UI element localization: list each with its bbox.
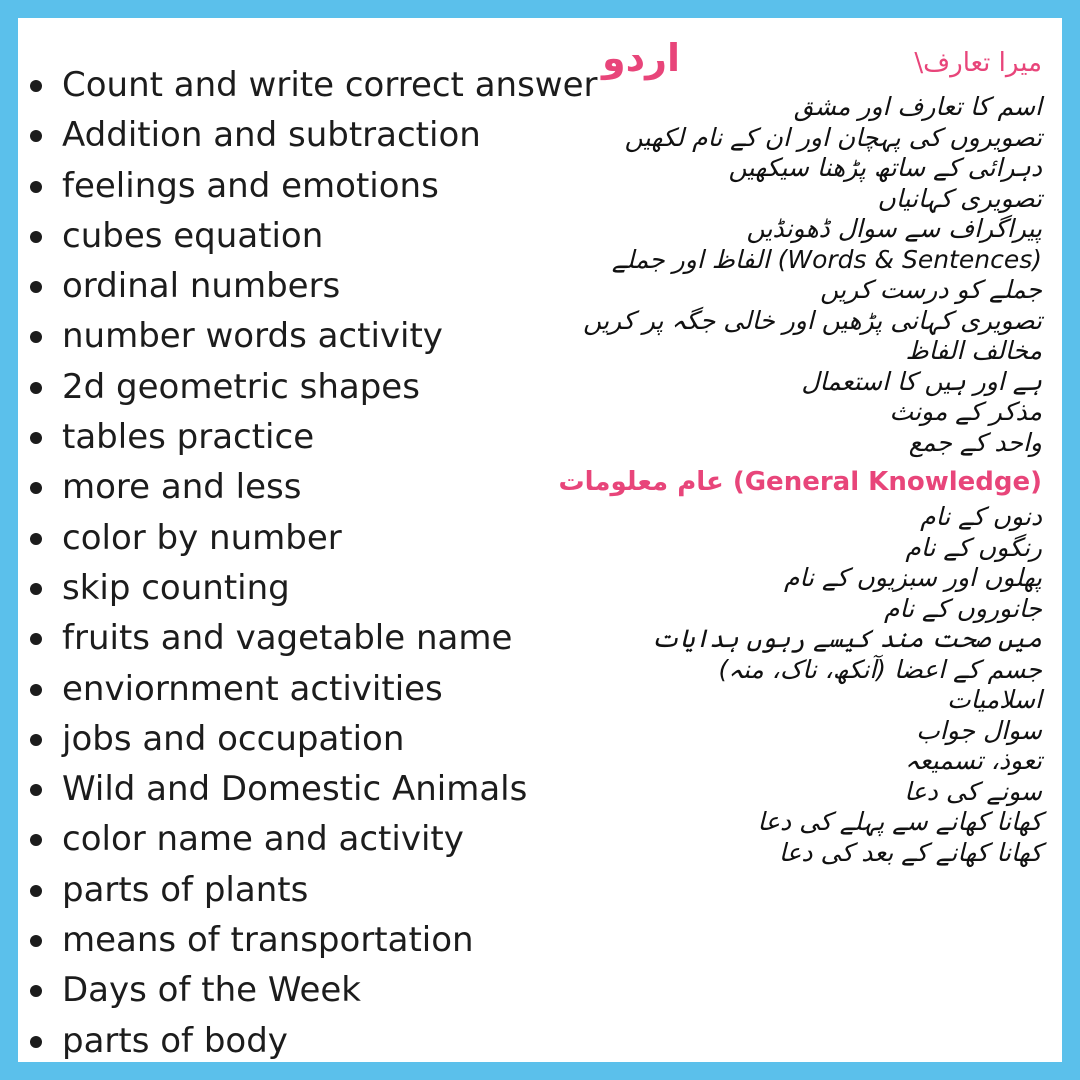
topic-label: feelings and emotions (62, 165, 439, 206)
general-knowledge-item: کھانا کھانے کے بعد کی دعا (778, 837, 1042, 867)
urdu-title: اردو (602, 36, 681, 80)
content-card (18, 18, 1062, 1062)
topic-label: tables practice (62, 417, 315, 458)
topic-label: enviornment activities (62, 668, 443, 709)
topic-label: skip counting (62, 567, 290, 608)
urdu-topic-list (572, 92, 1042, 458)
topic-label: Days of the Week (62, 970, 361, 1011)
urdu-topic-item: پیراگراف سے سوال ڈھونڈیں (746, 214, 1042, 243)
topic-label: Wild and Domestic Animals (62, 769, 528, 810)
topic-label: ordinal numbers (62, 266, 341, 307)
bullet-icon (30, 784, 42, 796)
topic-label: jobs and occupation (62, 718, 405, 759)
general-knowledge-item: دنوں کے نام (920, 502, 1042, 531)
topic-list-item (18, 462, 618, 512)
topic-list-item (18, 110, 618, 160)
bullet-icon (30, 382, 42, 394)
urdu-heading-row (572, 34, 1042, 92)
topic-list-item (18, 362, 618, 412)
topic-list-item (18, 714, 618, 764)
topic-list-item (18, 261, 618, 311)
topic-list-item (18, 211, 618, 261)
urdu-topic-item: دہرائی کے ساتھ پڑھنا سیکھیں (728, 153, 1042, 182)
general-knowledge-item: رنگوں کے نام (905, 532, 1042, 562)
topic-list-item (18, 412, 618, 462)
urdu-topic-item: مذکر کے مونث (889, 397, 1042, 426)
topic-list-item (18, 915, 618, 965)
bullet-icon (30, 935, 42, 947)
general-knowledge-item: کھانا کھانے سے پہلے کی دعا (757, 807, 1042, 836)
bullet-icon (30, 331, 42, 343)
general-knowledge-item: جانوروں کے نام (884, 593, 1042, 623)
topic-list-item (18, 613, 618, 663)
bullet-icon (30, 985, 42, 997)
topic-label: number words activity (62, 316, 443, 357)
topic-list-item (18, 161, 618, 211)
general-knowledge-item: سوال جواب (916, 715, 1042, 745)
urdu-topic-item: مخالف الفاظ (905, 336, 1042, 365)
urdu-subtitle: میرا تعارف\ (914, 48, 1042, 78)
bullet-icon (30, 80, 42, 92)
general-knowledge-item: تعوذ، تسمیعہ (904, 746, 1042, 775)
topic-label: 2d geometric shapes (62, 366, 420, 407)
bullet-icon (30, 684, 42, 696)
bullet-icon (30, 432, 42, 444)
general-knowledge-item: میں صحت مند کیسے رہوں ہدایات (650, 624, 1042, 653)
bullet-icon (30, 734, 42, 746)
topic-list-item (18, 764, 618, 814)
topic-label: Count and write correct answer (62, 65, 598, 105)
bullet-icon (30, 533, 42, 545)
general-knowledge-heading: (General Knowledge) عام معلومات (558, 467, 1042, 497)
topic-list-item (18, 664, 618, 714)
urdu-column (558, 34, 1042, 868)
general-knowledge-item: سونے کی دعا (904, 776, 1042, 806)
bullet-icon (30, 834, 42, 846)
topic-label: color name and activity (62, 819, 464, 860)
urdu-topic-item: ہے اور ہیں کا استعمال (801, 366, 1042, 396)
topic-label: parts of body (62, 1020, 288, 1061)
urdu-topic-item: تصویروں کی پہچان اور ان کے نام لکھیں (624, 122, 1042, 152)
topic-list-item (18, 865, 618, 915)
topic-label: color by number (62, 517, 342, 558)
topic-label: Addition and subtraction (62, 115, 481, 156)
topic-list-item (18, 311, 618, 361)
topic-list-item (18, 814, 618, 864)
english-topic-list (18, 60, 618, 1066)
urdu-topic-item: تصویری کہانی پڑھیں اور خالی جگہ پر کریں (583, 305, 1042, 335)
topic-label: parts of plants (62, 869, 309, 910)
topic-label: cubes equation (62, 215, 324, 256)
bullet-icon (30, 231, 42, 243)
bullet-icon (30, 1036, 42, 1048)
topic-label: fruits and vagetable name (62, 618, 513, 659)
urdu-topic-item: اسم کا تعارف اور مشق (793, 92, 1042, 121)
topic-list-item (18, 965, 618, 1015)
general-knowledge-list (572, 502, 1042, 868)
topic-list-item (18, 60, 618, 110)
topic-list-item (18, 563, 618, 613)
bullet-icon (30, 633, 42, 645)
topic-label: more and less (62, 467, 302, 508)
bullet-icon (30, 130, 42, 142)
topic-list-item (18, 1016, 618, 1066)
bullet-icon (30, 281, 42, 293)
urdu-topic-item: (Words & Sentences) الفاظ اور جملے (611, 244, 1042, 274)
bullet-icon (30, 885, 42, 897)
general-knowledge-item: پھلوں اور سبزیوں کے نام (783, 563, 1042, 592)
urdu-topic-item: واحد کے جمع (908, 427, 1042, 457)
bullet-icon (30, 181, 42, 193)
topic-list-item (18, 513, 618, 563)
bullet-icon (30, 482, 42, 494)
urdu-topic-item: تصویری کہانیاں (877, 183, 1042, 213)
general-knowledge-item: اسلامیات (947, 685, 1042, 714)
urdu-topic-item: جملے کو درست کریں (820, 275, 1042, 304)
bullet-icon (30, 583, 42, 595)
general-knowledge-item: جسم کے اعضا (آنکھ، ناک، منہ) (718, 654, 1042, 684)
topic-label: means of transportation (62, 920, 474, 961)
